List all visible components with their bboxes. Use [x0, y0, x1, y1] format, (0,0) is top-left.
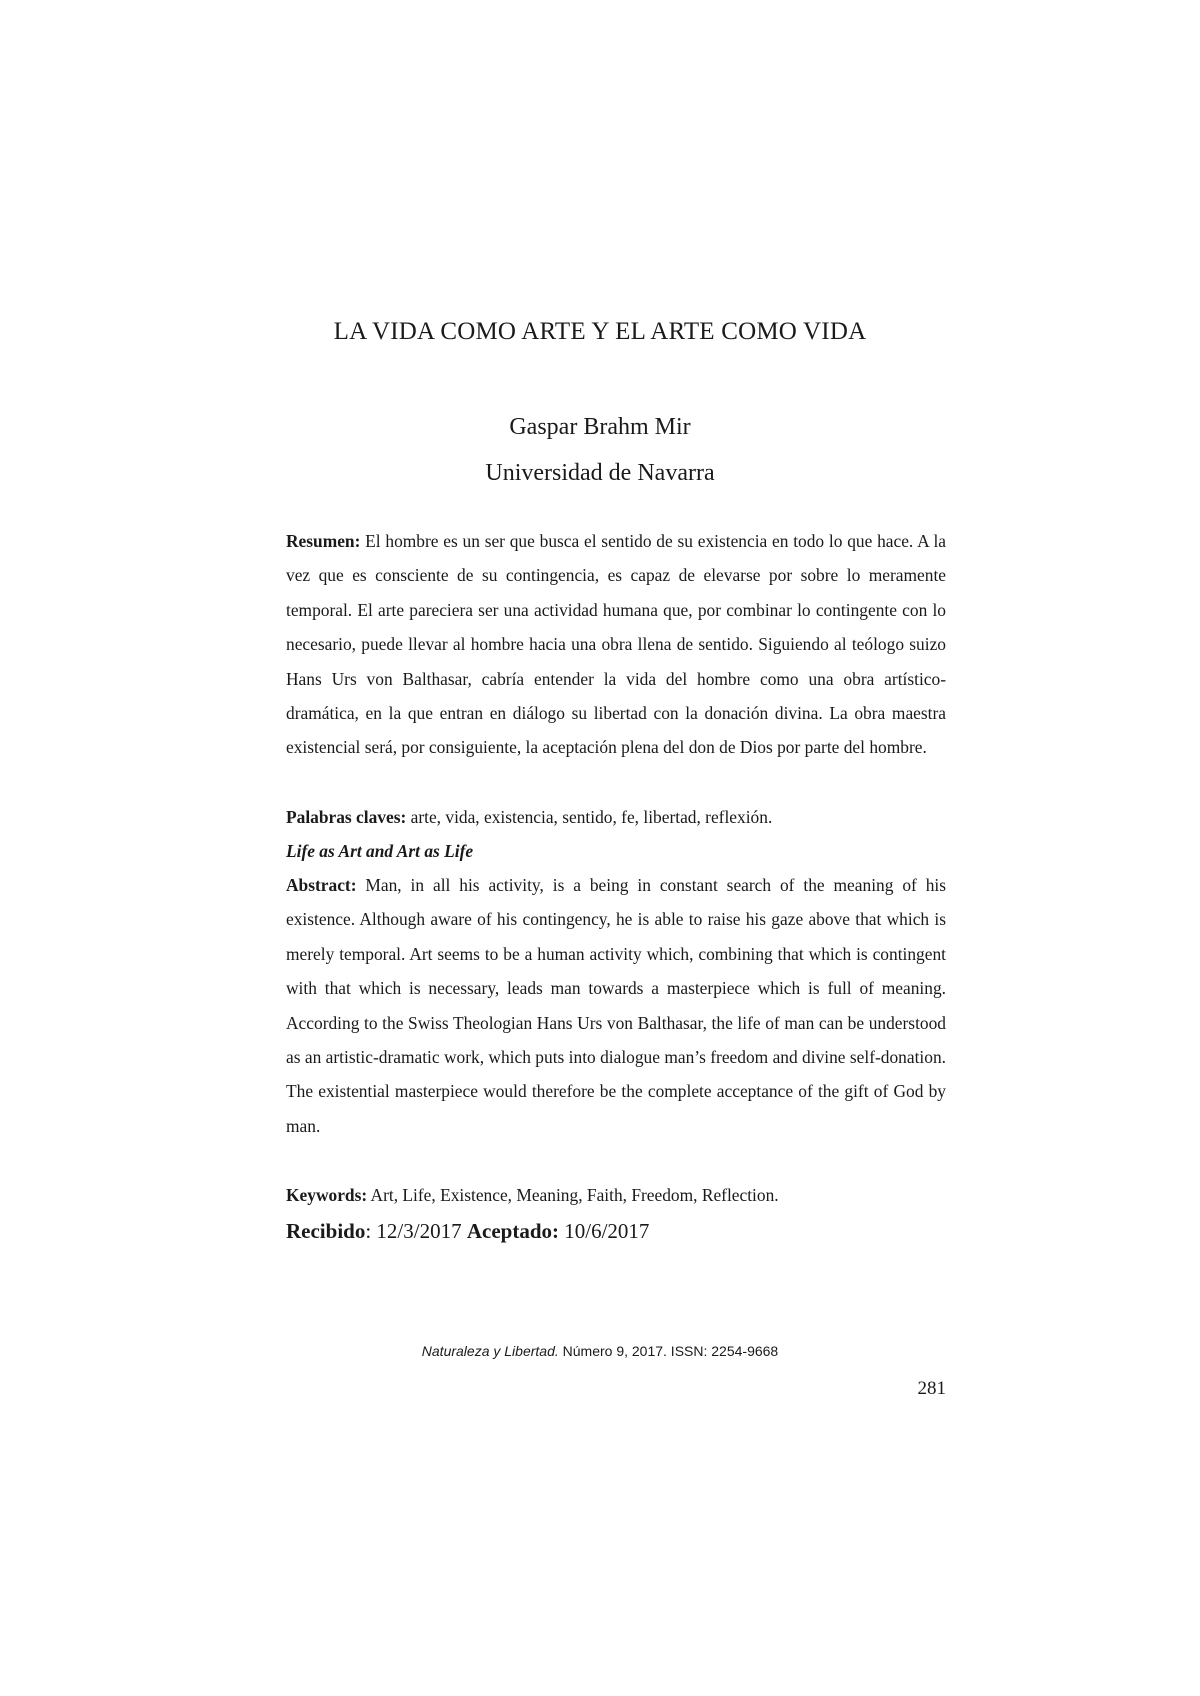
resumen-text: El hombre es un ser que busca el sentido de su existencia en todo lo que hace. A la vez que es consciente de su contingencia, es capaz de elevarse por sobre lo meramente temporal. El arte pareciera ser una actividad humana que, por combinar lo contingente con lo necesario, puede llevar al hombre hacia una obra llena de sentido. Siguiendo al teólogo suizo Hans Urs von Balthasar, cabría entender la vida del hombre como una obra artístico-dramática, en la que entran en diálogo su libertad con la donación divina. La obra maestra existencial será, por consiguiente, la aceptación plena del don de Dios por parte del hombre.: [286, 531, 946, 758]
author-affiliation: Universidad de Navarra: [485, 460, 715, 486]
received-value: : 12/3/2017: [365, 1219, 467, 1243]
resumen-paragraph: [286, 524, 946, 765]
palabras-claves-label: Palabras claves:: [286, 807, 407, 827]
journal-details: Número 9, 2017. ISSN: 2254-9668: [558, 1343, 779, 1359]
received-label: Recibido: [286, 1219, 366, 1243]
dates-line: [286, 1213, 649, 1249]
journal-name: Naturaleza y Libertad.: [421, 1343, 559, 1359]
article-title: LA VIDA COMO ARTE Y EL ARTE COMO VIDA: [333, 318, 867, 345]
accepted-value: 10/6/2017: [559, 1219, 650, 1243]
accepted-label: Aceptado:: [466, 1219, 560, 1243]
english-title-text: Life as Art and Art as Life: [286, 841, 474, 861]
palabras-claves-text: arte, vida, existencia, sentido, fe, libertad, reflexión.: [406, 807, 773, 827]
journal-footer: [0, 1343, 1200, 1359]
abstract-label: Abstract:: [286, 875, 357, 895]
keywords-line: [286, 1178, 946, 1212]
keywords-text: Art, Life, Existence, Meaning, Faith, Freedom, Reflection.: [367, 1185, 779, 1205]
abstract-text: Man, in all his activity, is a being in constant search of the meaning of his existence. Although aware of his contingency, he is able to raise his gaze above that which is merely temporal. Art seems to be a human activity which, combining that which is contingent with that which is necessary, leads man towards a masterpiece which is full of meaning. According to the Swiss Theologian Hans Urs von Balthasar, the life of man can be understood as an artistic-dramatic work, which puts into dialogue man’s freedom and divine self-donation. The existential masterpiece would therefore be the complete acceptance of the gift of God by man.: [286, 875, 946, 1136]
palabras-claves-line: [286, 800, 946, 834]
abstract-paragraph: [286, 868, 946, 1143]
page-number: 281: [917, 1378, 946, 1399]
keywords-label: Keywords:: [286, 1185, 368, 1205]
resumen-label: Resumen:: [286, 531, 361, 551]
english-title: [286, 834, 946, 868]
author-name: Gaspar Brahm Mir: [509, 414, 691, 440]
